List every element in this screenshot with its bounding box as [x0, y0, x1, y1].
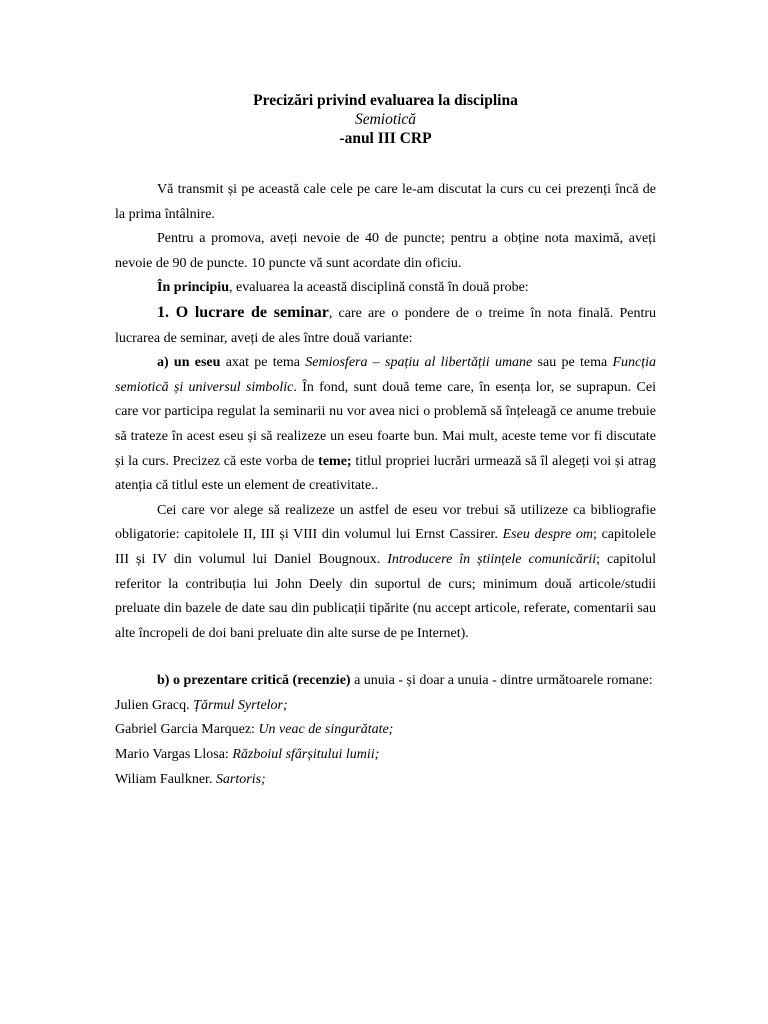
title-year: -anul III CRP: [339, 130, 432, 147]
novel-item: [115, 694, 656, 719]
title-subject: Semiotică: [354, 111, 417, 128]
principle-text: , evaluarea la această disciplină constă în două probe:: [228, 280, 529, 296]
seminar-text: , care are o pondere de o treime în nota finală. Pentru lucrarea de seminar, aveți de ales între două variante:: [115, 305, 656, 346]
essay-teme-bold: teme;: [318, 453, 352, 469]
review-heading: b) o prezentare critică (recenzie): [157, 673, 351, 689]
essay-text-2: sau pe tema: [532, 355, 613, 371]
paragraph-principle: [115, 276, 656, 301]
novel-title: Războiul sfârșitului lumii;: [232, 747, 380, 763]
biblio-book-2: Introducere în științele comunicării: [387, 551, 597, 567]
principle-bold: În principiu: [157, 280, 229, 296]
seminar-heading: 1. O lucrare de seminar: [157, 303, 329, 321]
paragraph-review: [115, 669, 656, 694]
biblio-text-1: Cei care vor alege să realizeze un astfel de eseu vor trebui să utilizeze ca bibliografie obligatorie: capitolele II, III și VIII din volumul lui Ernst Cassirer.: [115, 502, 656, 543]
paragraph-points: Pentru a promova, aveți nevoie de 40 de puncte; pentru a obține nota maximă, aveți nevoie de 90 de puncte. 10 puncte vă sunt acordate din oficiu.: [115, 231, 656, 271]
essay-theme-1: Semiosfera – spațiu al libertății umane: [305, 355, 533, 371]
biblio-text-3: ; capitolul referitor la contribuția lui John Deely din suportul de curs; minimum două articole/studii preluate din bazele de date sau din publicații tipărite (nu accept articole, referate, comentarii sau alte încropeli de doi bani preluate din alte surse de pe Internet).: [115, 551, 656, 641]
essay-text-4: titlul propriei lucrări urmează să îl alegeți voi și atrag atenția că titlul este un element de creativitate..: [115, 453, 656, 494]
novel-title: Un veac de singurătate;: [258, 722, 394, 738]
spacer: [115, 646, 656, 669]
paragraph-bibliography: [115, 499, 656, 647]
biblio-text-2: ; capitolele III și IV din volumul lui Daniel Bougnoux.: [115, 527, 657, 567]
essay-text-1: axat pe tema: [220, 355, 306, 371]
novel-item: [115, 743, 656, 768]
novel-author: Mario Vargas Llosa:: [115, 747, 233, 763]
essay-heading: a) un eseu: [157, 355, 221, 371]
document-title: [115, 91, 656, 148]
novel-author: Julien Gracq.: [115, 697, 194, 713]
review-text: a unuia - și doar a unuia - dintre următoarele romane:: [350, 673, 653, 689]
paragraph-seminar: [115, 301, 656, 351]
novel-item: [115, 718, 656, 743]
novel-author: Gabriel Garcia Marquez:: [115, 722, 259, 738]
novel-title: Sartoris;: [215, 771, 266, 787]
biblio-book-1: Eseu despre om: [502, 527, 594, 543]
essay-theme-2: Funcția semiotică și universul simbolic: [115, 355, 656, 395]
novel-author: Wiliam Faulkner.: [115, 771, 216, 787]
essay-text-3: . În fond, sunt două teme care, în esența lor, se suprapun. Cei care vor participa regulat la seminarii nu vor avea nici o problemă să înțeleagă ce anume trebuie să trateze în acest eseu și să realizeze un eseu foarte bun. Mai mult, aceste teme vor fi discutate și la curs. Precizez că este vorba de: [115, 379, 656, 469]
paragraph-essay: [115, 351, 656, 499]
novel-title: Țărmul Syrtelor;: [193, 697, 288, 713]
novel-item: [115, 768, 656, 793]
paragraph-intro: Vă transmit și pe această cale cele pe care le-am discutat la curs cu cei prezenți încă de la prima întâlnire.: [115, 182, 656, 222]
title-line-1: Precizări privind evaluarea la disciplina: [253, 92, 518, 109]
